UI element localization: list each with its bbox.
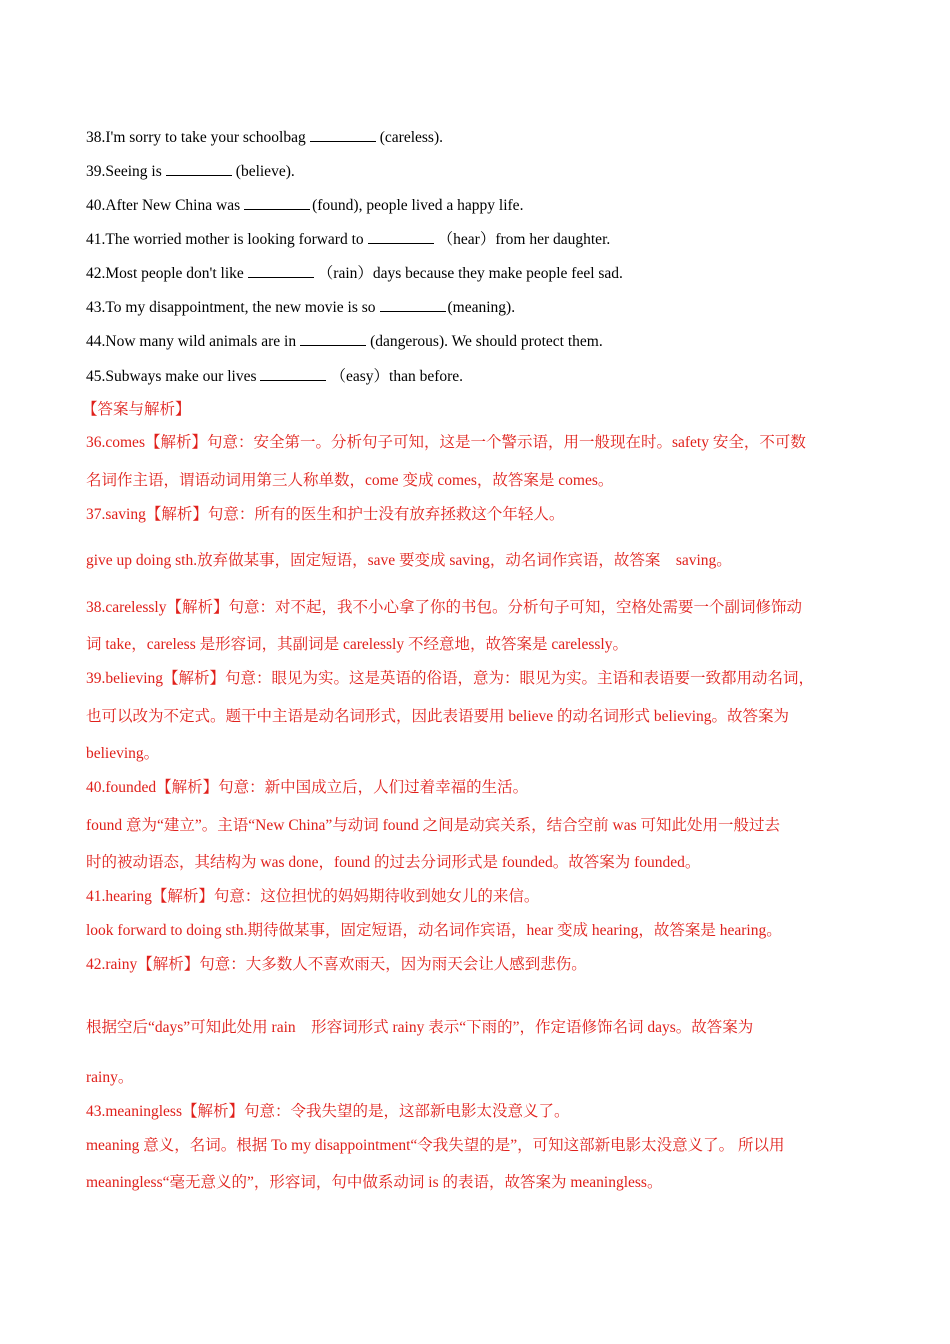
answer-line: 也可以改为不定式。题干中主语是动名词形式，因此表语要用 believe 的动名词形式 believing。故答案为 xyxy=(86,708,790,725)
answer-line: believing。 xyxy=(86,745,160,762)
question-hint: (believe). xyxy=(235,163,295,180)
answer-line: 40.founded【解析】句意：新中国成立后，人们过着幸福的生活。 xyxy=(86,779,529,796)
answer-line: 根据空后“days”可知此处用 rain 形容词形式 rainy 表示“下雨的”，作定语修饰名词 days。故答案为 xyxy=(86,1019,754,1036)
question-42 xyxy=(86,263,880,284)
answer-blank xyxy=(248,263,314,278)
question-38 xyxy=(86,127,880,148)
answer-line: 39.believing【解析】句意：眼见为实。这是英语的俗语，意为：眼见为实。主语和表语要一致都用动名词， xyxy=(86,670,815,687)
answer-line: 43.meaningless【解析】句意：令我失望的是，这部新电影太没意义了。 xyxy=(86,1103,570,1120)
answer-line: meaning 意义，名词。根据 To my disappointment“令我失望的是”，可知这部新电影太没意义了。 所以用 xyxy=(86,1137,785,1154)
question-45 xyxy=(86,366,880,387)
answer-line: 41.hearing【解析】句意：这位担忧的妈妈期待收到她女儿的来信。 xyxy=(86,888,540,905)
question-hint: (found), people lived a happy life. xyxy=(312,197,524,214)
question-text: 39.Seeing is xyxy=(86,163,162,180)
answer-line: meaningless“毫无意义的”，形容词，句中做系动词 is 的表语，故答案为 meaningless。 xyxy=(86,1174,663,1191)
question-39 xyxy=(86,161,880,182)
question-text: 42.Most people don't like xyxy=(86,265,244,282)
question-40 xyxy=(86,195,880,216)
question-hint: （easy）than before. xyxy=(330,368,464,385)
answer-line: 42.rainy【解析】句意：大多数人不喜欢雨天，因为雨天会让人感到悲伤。 xyxy=(86,956,587,973)
answer-line: look forward to doing sth.期待做某事，固定短语，动名词作宾语，hear 变成 hearing，故答案是 hearing。 xyxy=(86,922,782,939)
question-41 xyxy=(86,229,880,250)
answer-line: give up doing sth.放弃做某事，固定短语，save 要变成 saving，动名词作宾语，故答案 saving。 xyxy=(86,552,732,569)
answer-blank xyxy=(166,161,232,176)
answer-line: 38.carelessly【解析】句意：对不起，我不小心拿了你的书包。分析句子可知，空格处需要一个副词修饰动 xyxy=(86,599,802,616)
question-44 xyxy=(86,331,880,352)
answer-blank xyxy=(300,331,366,346)
answer-blank xyxy=(380,297,446,312)
answer-blank xyxy=(368,229,434,244)
answer-blank xyxy=(310,127,376,142)
answer-blank xyxy=(260,366,326,381)
question-text: 41.The worried mother is looking forward to xyxy=(86,231,364,248)
answers-header: 【答案与解析】 xyxy=(82,401,191,418)
answer-line: 37.saving【解析】句意：所有的医生和护士没有放弃拯救这个年轻人。 xyxy=(86,506,565,523)
question-hint: (meaning). xyxy=(447,299,516,316)
answer-line: 时的被动语态，其结构为 was done，found 的过去分词形式是 founded。故答案为 founded。 xyxy=(86,854,701,871)
question-hint: （hear）from her daughter. xyxy=(437,231,611,248)
answer-line: 36.comes【解析】句意：安全第一。分析句子可知，这是一个警示语，用一般现在时。safety 安全，不可数 xyxy=(86,434,806,451)
question-43 xyxy=(86,297,880,318)
answer-blank xyxy=(244,195,310,210)
question-text: 44.Now many wild animals are in xyxy=(86,333,297,350)
question-text: 40.After New China was xyxy=(86,197,241,214)
answer-line: found 意为“建立”。主语“New China”与动词 found 之间是动宾关系，结合空前 was 可知此处用一般过去 xyxy=(86,817,780,834)
question-hint: （rain）days because they make people feel sad. xyxy=(317,265,623,282)
question-text: 45.Subways make our lives xyxy=(86,368,257,385)
answer-line: rainy。 xyxy=(86,1069,134,1086)
question-hint: (careless). xyxy=(379,129,443,146)
question-text: 43.To my disappointment, the new movie is so xyxy=(86,299,376,316)
question-text: 38.I'm sorry to take your schoolbag xyxy=(86,129,306,146)
answer-line: 名词作主语，谓语动词用第三人称单数，come 变成 comes，故答案是 comes。 xyxy=(86,472,614,489)
answer-line: 词 take，careless 是形容词，其副词是 carelessly 不经意地，故答案是 carelessly。 xyxy=(86,636,628,653)
question-hint: (dangerous). We should protect them. xyxy=(370,333,603,350)
